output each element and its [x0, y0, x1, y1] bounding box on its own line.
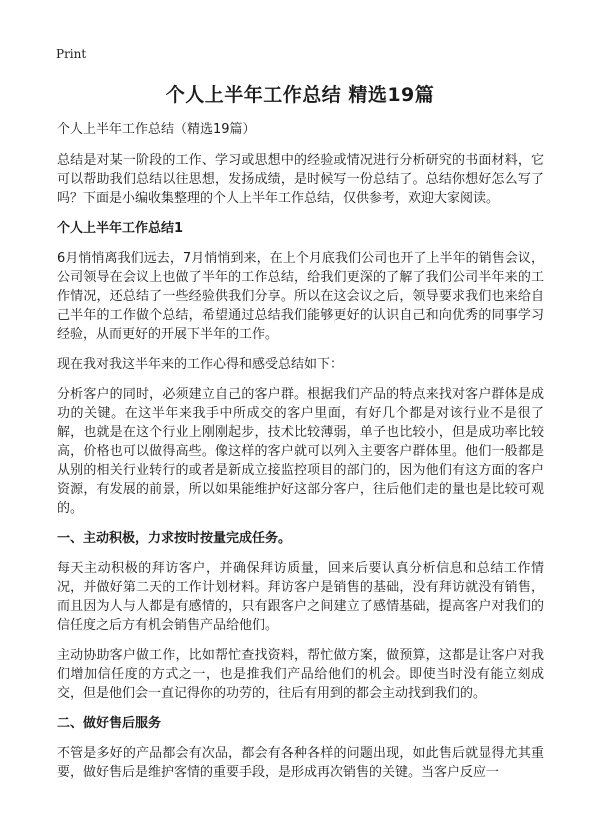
paragraph-5: 主动协助客户做工作，比如帮忙查找资料，帮忙做方案，做预算，这都是让客户对我们增加信任度的方式之一，也是推我们产品给他们的机会。即使当时没有能立刻成交，但是他们会一直记得你的功劳的，往后有用到的都会主动找到我们的。 [57, 648, 544, 701]
section-heading-2: 一、主动积极，力求按时按量完成任务。 [57, 531, 292, 546]
paragraph-1: 6月悄悄离我们远去，7月悄悄到来，在上个月底我们公司也开了上半年的销售会议，公司领导在会议上也做了半年的工作总结，给我们更深的了解了我们公司半年来的工作情况，还总结了一些经验供我们分享。所以在这会议之后，领导要求我们也来给自己半年的工作做个总结，希望通过总结我们能够更好的认识自己和向优秀的同事学习经验，从而更好的开展下半年的工作。 [57, 251, 544, 342]
paragraph-3: 分析客户的同时，必须建立自己的客户群。根据我们产品的特点来找对客户群体是成功的关键。在这半年来我手中所成交的客户里面，有好几个都是对该行业不是很了解，也就是在这个行业上刚刚起步，技术比较薄弱，单子也比较小，但是成功率比较高，价格也可以做得高些。像这样的客户就可以列入主要客户群体里。他们一般都是从别的相关行业转行的或者是新成立接监控项目的部门的，因为他们有这方面的客户资源，有发展的前景，所以如果能维护好这部分客户，往后他们走的量也是比较可观的。 [57, 387, 544, 516]
page-title: 个人上半年工作总结 精选19篇 [165, 84, 435, 106]
section-heading-3: 二、做好售后服务 [57, 716, 162, 731]
paragraph-6: 不管是多好的产品都会有次品，都会有各种各样的问题出现，如此售后就显得尤其重要，做好售后是维护客情的重要手段，是形成再次销售的关键。当客户反应一 [57, 746, 544, 780]
paragraph-4: 每天主动积极的拜访客户，并确保拜访质量，回来后要认真分析信息和总结工作情况，并做好第二天的工作计划材料。拜访客户是销售的基础，没有拜访就没有销售，而且因为人与人都是有感情的，只有跟客户之间建立了感情基础，提高客户对我们的信任度之后方有机会销售产品给他们。 [57, 561, 544, 633]
paragraph-2: 现在我对我这半年来的工作心得和感受总结如下： [57, 357, 344, 372]
print-link[interactable]: Print [56, 47, 87, 61]
section-heading-1: 个人上半年工作总结1 [57, 221, 184, 236]
article-subtitle: 个人上半年工作总结（精选19篇） [57, 122, 256, 137]
intro-paragraph: 总结是对某一阶段的工作、学习或思想中的经验或情况进行分析研究的书面材料，它可以帮助我们总结以往思想，发扬成绩，是时候写一份总结了。总结你想好怎么写了吗？下面是小编收集整理的个人上半年工作总结，仅供参考，欢迎大家阅读。 [57, 153, 544, 206]
article-body [57, 120, 544, 793]
